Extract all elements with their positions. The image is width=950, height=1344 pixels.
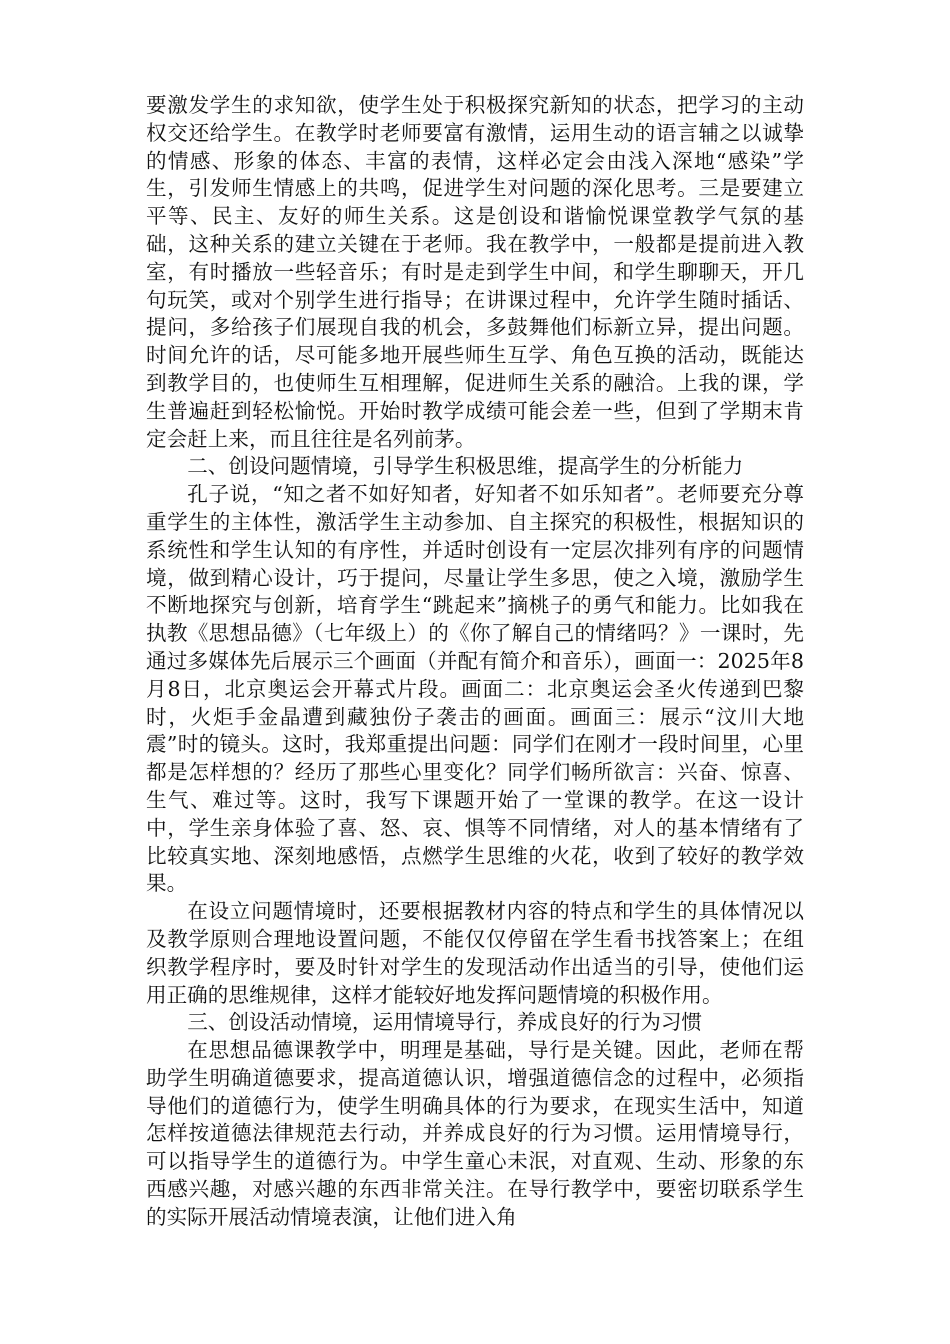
section-heading: 三、创设活动情境，运用情境导行，养成良好的行为习惯 (187, 1010, 703, 1035)
section-heading: 二、创设问题情境，引导学生积极思维，提高学生的分析能力 (187, 454, 744, 479)
body-paragraph: 在思想品德课教学中，明理是基础，导行是关键。因此，老师在帮助学生明确道德要求，提高道德认识，增强道德信念的过程中，必须指导他们的道德行为，使学生明确具体的行为要求，在现实生活中，知道怎样按道德法律规范去行动，并养成良好的行为习惯。运用情境导行，可以指导学生的道德行为。中学生童心未泯，对直观、生动、形象的东西感兴趣，对感兴趣的东西非常关注。在导行教学中，要密切联系学生的实际开展活动情境表演，让他们进入角 (146, 1038, 804, 1229)
document-page (146, 92, 804, 1232)
body-paragraph: 孔子说，“知之者不如好知者，好知者不如乐知者”。老师要充分尊重学生的主体性，激活学生主动参加、自主探究的积极性，根据知识的系统性和学生认知的有序性，并适时创设有一定层次排列有序的问题情境，做到精心设计，巧于提问，尽量让学生多思，使之入境，激励学生不断地探究与创新，培育学生“跳起来”摘桃子的勇气和能力。比如我在执教《思想品德》（七年级上）的《你了解自己的情绪吗？》一课时，先通过多媒体先后展示三个画面（并配有简介和音乐），画面一：2025年8月8日，北京奥运会开幕式片段。画面二：北京奥运会圣火传递到巴黎时，火炬手金晶遭到藏独份子袭击的画面。画面三：展示“汶川大地震”时的镜头。这时，我郑重提出问题：同学们在刚才一段时间里，心里都是怎样想的？经历了那些心里变化？同学们畅所欲言：兴奋、惊喜、生气、难过等。这时，我写下课题开始了一堂课的教学。在这一设计中，学生亲身体验了喜、怒、哀、惧等不同情绪，对人的基本情绪有了比较真实地、深刻地感悟，点燃学生思维的火花，收到了较好的教学效果。 (146, 482, 804, 896)
body-paragraph: 在设立问题情境时，还要根据教材内容的特点和学生的具体情况以及教学原则合理地设置问题，不能仅仅停留在学生看书找答案上；在组织教学程序时，要及时针对学生的发现活动作出适当的引导，使他们运用正确的思维规律，这样才能较好地发挥问题情境的积极作用。 (146, 899, 804, 1007)
body-paragraph: 要激发学生的求知欲，使学生处于积极探究新知的状态，把学习的主动权交还给学生。在教学时老师要富有激情，运用生动的语言辅之以诚挚的情感、形象的体态、丰富的表情，这样必定会由浅入深地“感染”学生，引发师生情感上的共鸣，促进学生对问题的深化思考。三是要建立平等、民主、友好的师生关系。这是创设和谐愉悦课堂教学气氛的基础，这种关系的建立关键在于老师。我在教学中，一般都是提前进入教室，有时播放一些轻音乐；有时是走到学生中间，和学生聊聊天，开几句玩笑，或对个别学生进行指导；在讲课过程中，允许学生随时插话、提问，多给孩子们展现自我的机会，多鼓舞他们标新立异，提出问题。时间允许的话，尽可能多地开展些师生互学、角色互换的活动，既能达到教学目的，也使师生互相理解，促进师生关系的融洽。上我的课，学生普遍赶到轻松愉悦。开始时教学成绩可能会差一些，但到了学期末肯定会赶上来，而且往往是名列前茅。 (146, 93, 804, 451)
